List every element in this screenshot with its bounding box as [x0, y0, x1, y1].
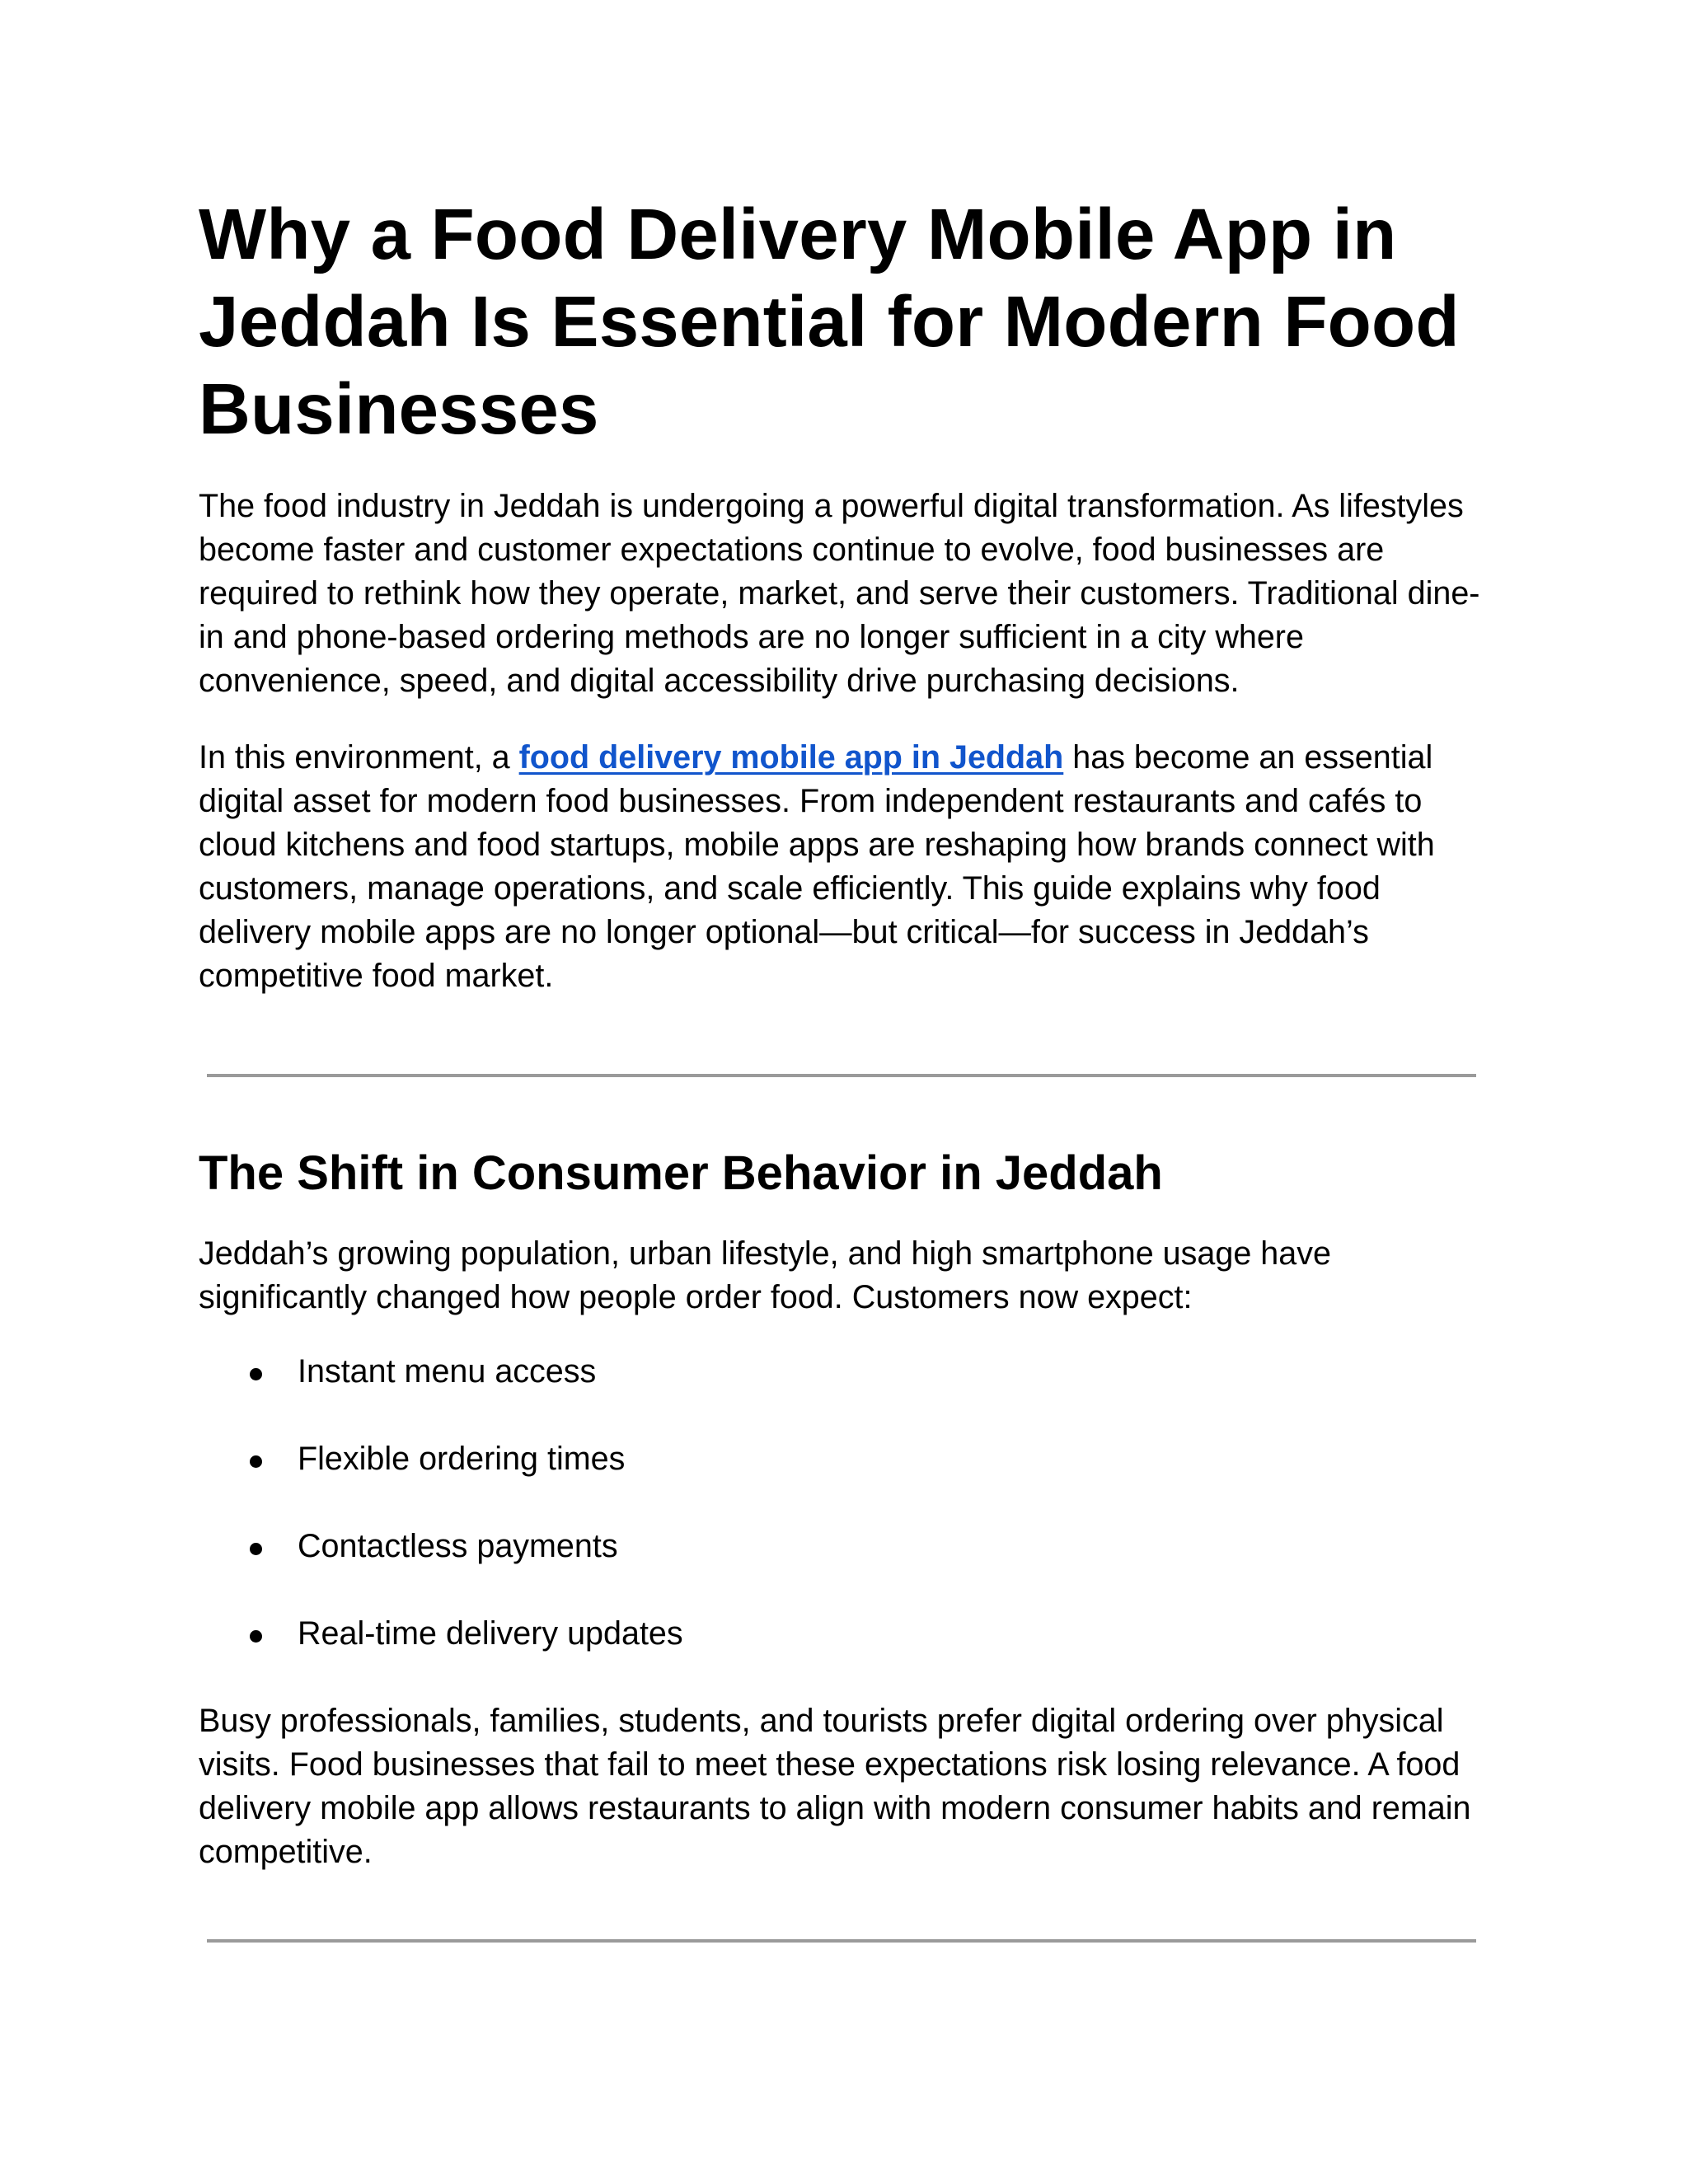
list-item-text: Real-time delivery updates	[298, 1615, 683, 1652]
intro-paragraph-1: The food industry in Jeddah is undergoing a powerful digital transformation. As lifestyles become faster and customer expectations continue to evolve, food businesses are required to rethink how they operate, market, and serve their customers. Traditional dine-in and phone-based ordering methods are no longer sufficient in a city where convenience, speed, and digital accessibility drive purchasing decisions.	[199, 488, 1480, 699]
section-divider	[207, 1074, 1476, 1077]
bullet-icon	[250, 1368, 262, 1380]
document-title: Why a Food Delivery Mobile App in Jeddah Is Essential for Modern Food Businesses	[199, 194, 1460, 449]
bullet-icon	[250, 1543, 262, 1555]
food-delivery-app-link[interactable]: food delivery mobile app in Jeddah	[518, 739, 1064, 776]
list-item	[199, 1612, 1501, 1656]
list-item-text: Flexible ordering times	[298, 1441, 626, 1477]
expectations-list	[199, 1350, 1501, 1656]
list-item	[199, 1525, 1501, 1568]
intro-paragraph-2-before-link: In this environment, a	[199, 739, 519, 776]
section-closing-paragraph: Busy professionals, families, students, and tourists prefer digital ordering over physical visits. Food businesses that fail to meet these expectations risk losing relevance. A food delivery mobile app allows restaurants to align with modern consumer habits and remain competitive.	[199, 1703, 1471, 1870]
list-item-text: Contactless payments	[298, 1528, 618, 1564]
list-item	[199, 1350, 1501, 1394]
bullet-icon	[250, 1630, 262, 1643]
list-item	[199, 1437, 1501, 1481]
document-content	[199, 191, 1501, 1943]
section-divider	[207, 1939, 1476, 1943]
intro-paragraph-2-after-link: has become an essential digital asset for modern food businesses. From independent restaurants and cafés to cloud kitchens and food startups, mobile apps are reshaping how brands connect with customers, manage operations, and scale efficiently. This guide explains why food delivery mobile apps are no longer optional—but critical—for success in Jeddah’s competitive food market.	[199, 739, 1435, 994]
section-lead-paragraph: Jeddah’s growing population, urban lifestyle, and high smartphone usage have significantly changed how people order food. Customers now expect:	[199, 1235, 1331, 1315]
intro-paragraph-2	[199, 736, 1501, 998]
section-heading: The Shift in Consumer Behavior in Jeddah	[199, 1146, 1163, 1200]
bullet-icon	[250, 1455, 262, 1468]
list-item-text: Instant menu access	[298, 1353, 597, 1390]
